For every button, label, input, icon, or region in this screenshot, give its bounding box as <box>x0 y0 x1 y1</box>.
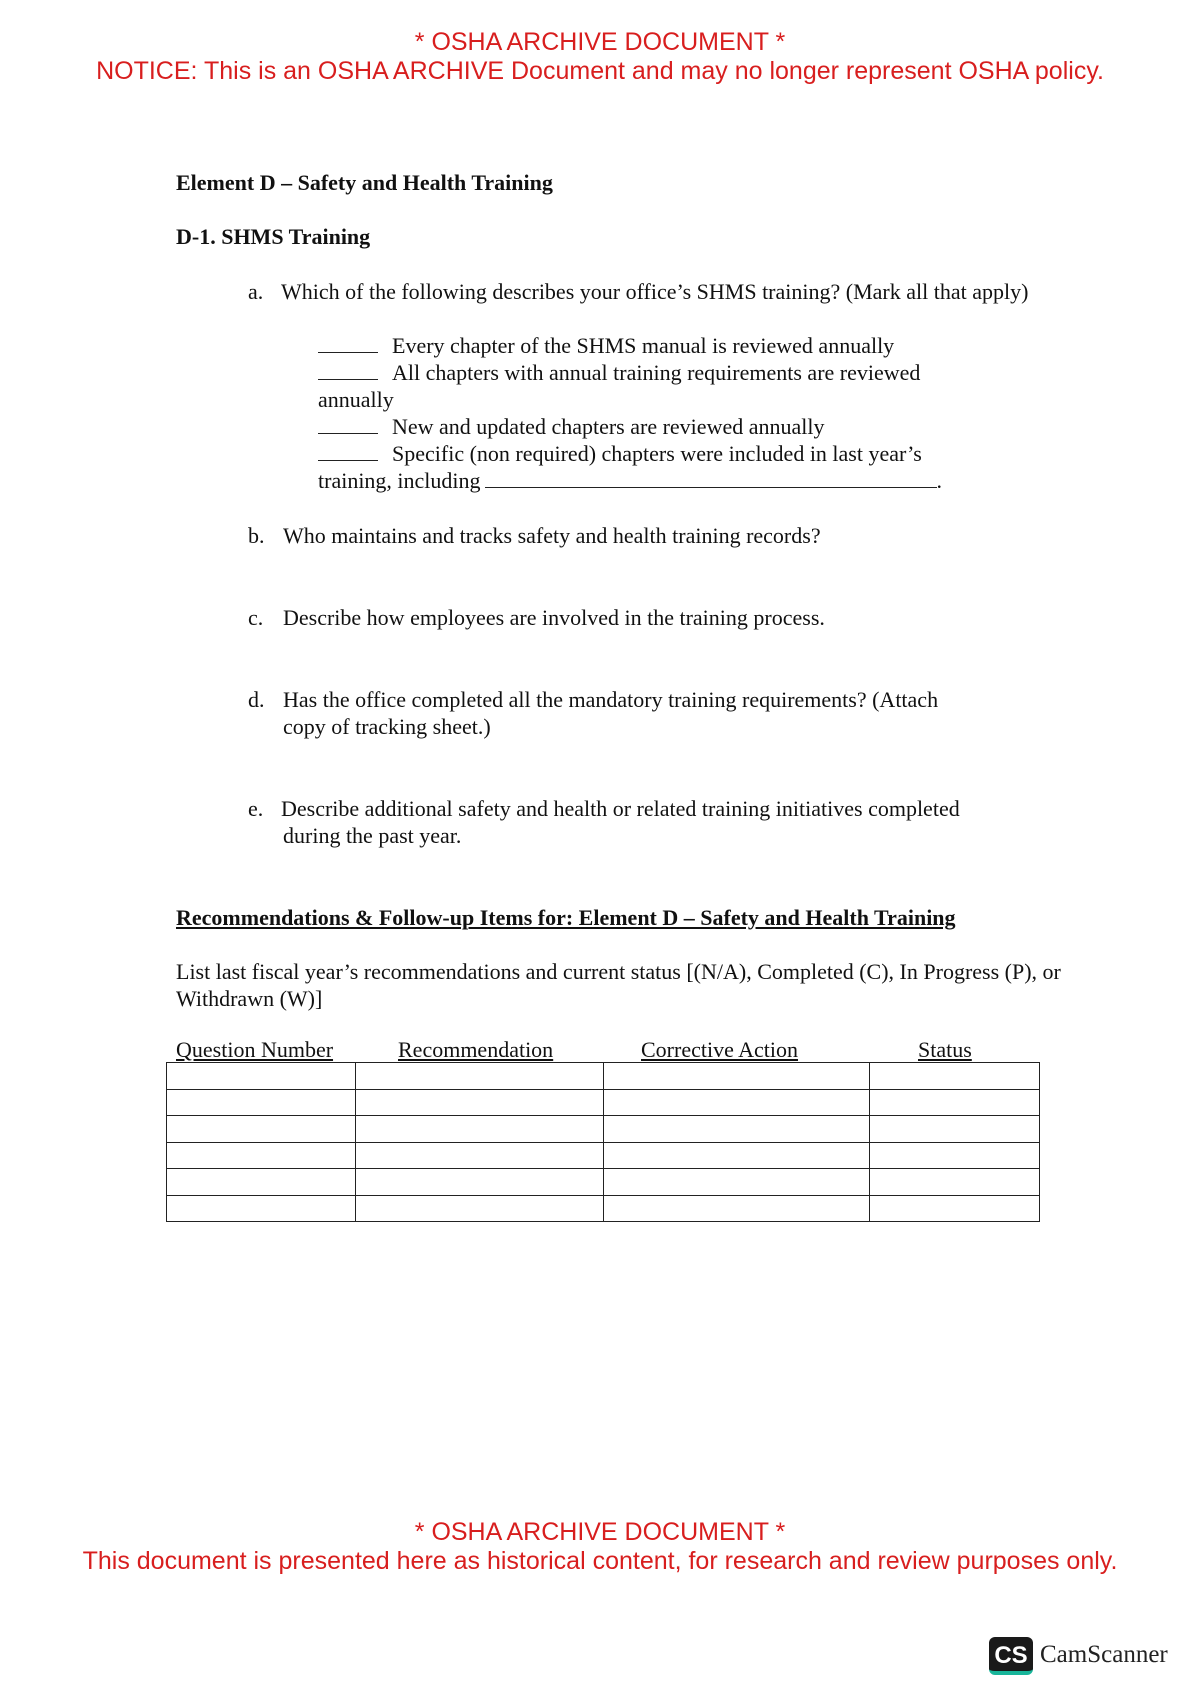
camscanner-wordmark: CamScanner <box>1040 1641 1168 1668</box>
question-a-label: a. <box>248 279 264 304</box>
archive-footer-title: * OSHA ARCHIVE DOCUMENT * <box>414 1518 786 1546</box>
option-every-chapter: Every chapter of the SHMS manual is reviewed annually <box>318 332 894 359</box>
table-cell[interactable] <box>870 1195 1040 1222</box>
table-row <box>167 1195 1040 1222</box>
option-annual-requirements: All chapters with annual training requirements are reviewed <box>318 359 920 386</box>
table-cell[interactable] <box>604 1063 870 1090</box>
archive-header-title: * OSHA ARCHIVE DOCUMENT * <box>414 28 786 56</box>
question-d-line1: Has the office completed all the mandatory training requirements? (Attach <box>283 687 939 712</box>
question-a-text: Which of the following describes your office’s SHMS training? (Mark all that apply) <box>281 279 1029 304</box>
question-c-text: Describe how employees are involved in the training process. <box>283 605 825 630</box>
table-row <box>167 1142 1040 1169</box>
checkbox-blank[interactable] <box>318 415 378 434</box>
table-cell[interactable] <box>356 1169 604 1196</box>
column-header-recommendation: Recommendation <box>398 1037 554 1062</box>
table-cell[interactable] <box>356 1116 604 1143</box>
including-blank[interactable] <box>485 469 937 488</box>
table-row <box>167 1169 1040 1196</box>
recommendations-title: Recommendations & Follow-up Items for: Element D – Safety and Health Training <box>176 905 956 930</box>
table-cell[interactable] <box>604 1142 870 1169</box>
question-e-label: e. <box>248 796 264 821</box>
recommendations-intro-line2: Withdrawn (W)] <box>176 986 323 1011</box>
checkbox-blank[interactable] <box>318 334 378 353</box>
table-cell[interactable] <box>870 1116 1040 1143</box>
table-cell[interactable] <box>167 1116 356 1143</box>
option-annual-requirements-cont: annually <box>318 387 394 412</box>
table-cell[interactable] <box>604 1195 870 1222</box>
table-cell[interactable] <box>870 1063 1040 1090</box>
table-row <box>167 1089 1040 1116</box>
table-cell[interactable] <box>167 1089 356 1116</box>
table-cell[interactable] <box>870 1089 1040 1116</box>
recommendations-table <box>166 1062 1040 1222</box>
table-cell[interactable] <box>167 1169 356 1196</box>
table-cell[interactable] <box>604 1089 870 1116</box>
table-cell[interactable] <box>356 1089 604 1116</box>
table-cell[interactable] <box>167 1195 356 1222</box>
table-cell[interactable] <box>356 1063 604 1090</box>
table-cell[interactable] <box>870 1142 1040 1169</box>
column-header-corrective-action: Corrective Action <box>641 1037 799 1062</box>
section-title: D-1. SHMS Training <box>176 224 371 249</box>
question-c-label: c. <box>248 605 264 630</box>
option-specific-chapters: Specific (non required) chapters were included in last year’s <box>318 440 922 467</box>
option-specific-chapters-cont: training, including . <box>318 468 943 493</box>
question-e-line2: during the past year. <box>283 823 462 848</box>
question-b-label: b. <box>248 523 265 548</box>
column-header-status: Status <box>918 1037 972 1062</box>
camscanner-logo-icon: CS <box>989 1637 1033 1675</box>
table-cell[interactable] <box>356 1195 604 1222</box>
table-cell[interactable] <box>167 1063 356 1090</box>
table-row <box>167 1116 1040 1143</box>
table-cell[interactable] <box>604 1169 870 1196</box>
question-d-label: d. <box>248 687 265 712</box>
table-cell[interactable] <box>356 1142 604 1169</box>
question-b-text: Who maintains and tracks safety and health training records? <box>283 523 821 548</box>
checkbox-blank[interactable] <box>318 442 378 461</box>
option-new-updated: New and updated chapters are reviewed annually <box>318 413 824 440</box>
archive-footer-notice: This document is presented here as historical content, for research and review purposes only. <box>82 1547 1118 1575</box>
table-cell[interactable] <box>167 1142 356 1169</box>
question-d-line2: copy of tracking sheet.) <box>283 714 491 739</box>
recommendations-intro-line1: List last fiscal year’s recommendations and current status [(N/A), Completed (C), In Progress (P), or <box>176 959 1061 984</box>
element-title: Element D – Safety and Health Training <box>176 170 553 195</box>
column-header-question-number: Question Number <box>176 1037 334 1062</box>
table-cell[interactable] <box>870 1169 1040 1196</box>
archive-notice: NOTICE: This is an OSHA ARCHIVE Document and may no longer represent OSHA policy. <box>96 57 1104 85</box>
checkbox-blank[interactable] <box>318 361 378 380</box>
table-cell[interactable] <box>604 1116 870 1143</box>
question-e-line1: Describe additional safety and health or related training initiatives completed <box>281 796 960 821</box>
table-row <box>167 1063 1040 1090</box>
